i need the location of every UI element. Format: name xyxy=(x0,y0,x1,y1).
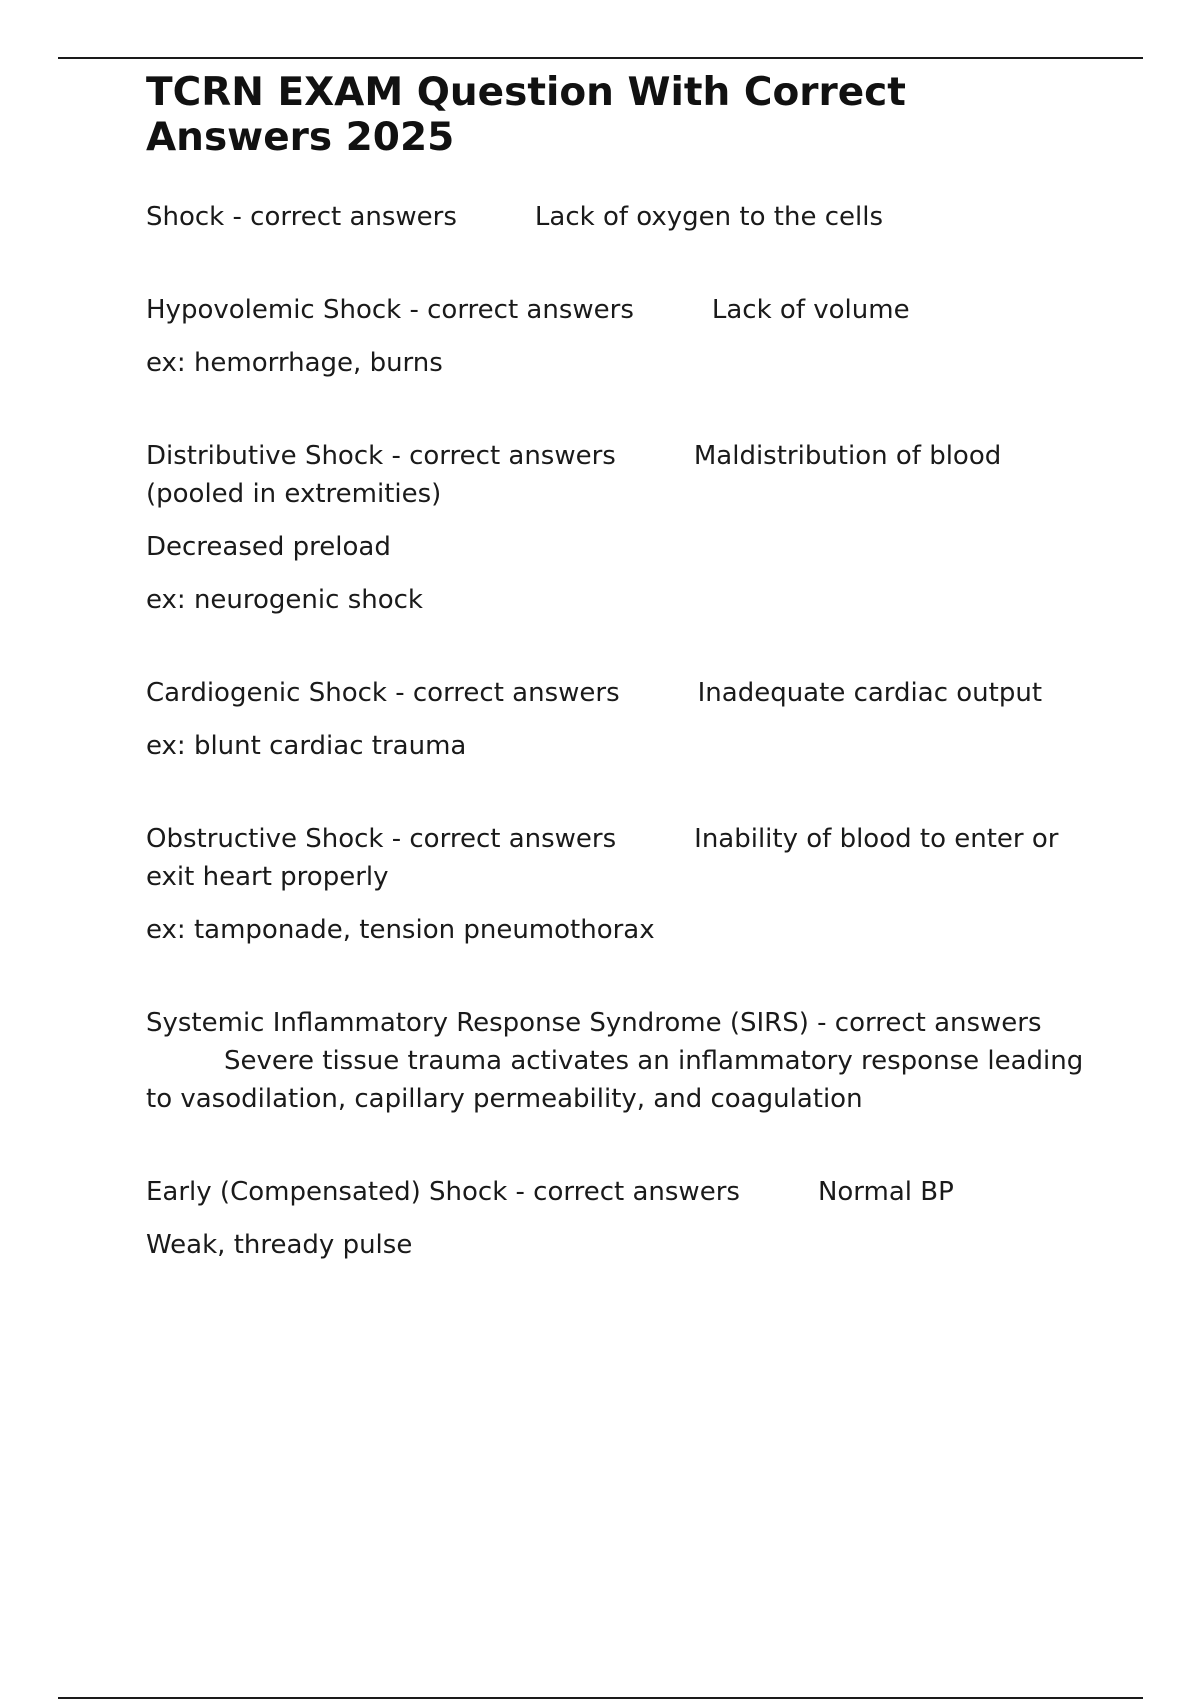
qa-main xyxy=(146,437,1086,513)
qa-term: Systemic Inflammatory Response Syndrome (SIRS) - correct answers xyxy=(146,1008,1042,1038)
qa-detail: ex: blunt cardiac trauma xyxy=(146,731,467,761)
qa-detail: ex: neurogenic shock xyxy=(146,585,423,615)
qa-answer: Inadequate cardiac output xyxy=(697,678,1043,708)
qa-answer: Maldistribution of blood (pooled in extremities) xyxy=(146,441,1002,509)
qa-term: Shock - correct answers xyxy=(146,202,457,232)
qa-answer: Normal BP xyxy=(817,1177,954,1207)
qa-answer: Lack of volume xyxy=(711,295,910,325)
qa-term: Cardiogenic Shock - correct answers xyxy=(146,678,620,708)
document-title xyxy=(146,70,1086,160)
footer-rule xyxy=(58,1697,1143,1699)
qa-item-cardiogenic-shock xyxy=(146,674,1086,765)
qa-main xyxy=(146,674,1086,712)
qa-item-hypovolemic-shock xyxy=(146,291,1086,382)
qa-detail: ex: tamponade, tension pneumothorax xyxy=(146,915,655,945)
qa-main xyxy=(146,1173,1086,1211)
title-line-1: TCRN EXAM Question With Correct xyxy=(146,70,906,115)
header-rule xyxy=(58,57,1143,59)
qa-main xyxy=(146,291,1086,329)
qa-answer: Lack of oxygen to the cells xyxy=(534,202,883,232)
qa-item-sirs xyxy=(146,1004,1086,1118)
title-line-2: Answers 2025 xyxy=(146,115,455,160)
qa-detail: Weak, thready pulse xyxy=(146,1230,413,1260)
qa-main xyxy=(146,198,1086,236)
qa-list xyxy=(146,198,1086,1264)
document-body xyxy=(146,70,1086,1319)
qa-main xyxy=(146,820,1086,896)
qa-item-obstructive-shock xyxy=(146,820,1086,949)
qa-term: Hypovolemic Shock - correct answers xyxy=(146,295,634,325)
qa-term: Obstructive Shock - correct answers xyxy=(146,824,617,854)
qa-term: Distributive Shock - correct answers xyxy=(146,441,616,471)
qa-item-distributive-shock xyxy=(146,437,1086,619)
qa-item-early-compensated-shock xyxy=(146,1173,1086,1264)
qa-item-shock xyxy=(146,198,1086,236)
qa-term: Early (Compensated) Shock - correct answers xyxy=(146,1177,740,1207)
qa-answer: Severe tissue trauma activates an inflammatory response leading to vasodilation, capillary permeability, and coagulation xyxy=(146,1046,1084,1114)
qa-answer: Inability of blood to enter or exit heart properly xyxy=(146,824,1059,892)
qa-main xyxy=(146,1004,1086,1118)
qa-detail: ex: hemorrhage, burns xyxy=(146,348,443,378)
qa-detail: Decreased preload xyxy=(146,532,391,562)
